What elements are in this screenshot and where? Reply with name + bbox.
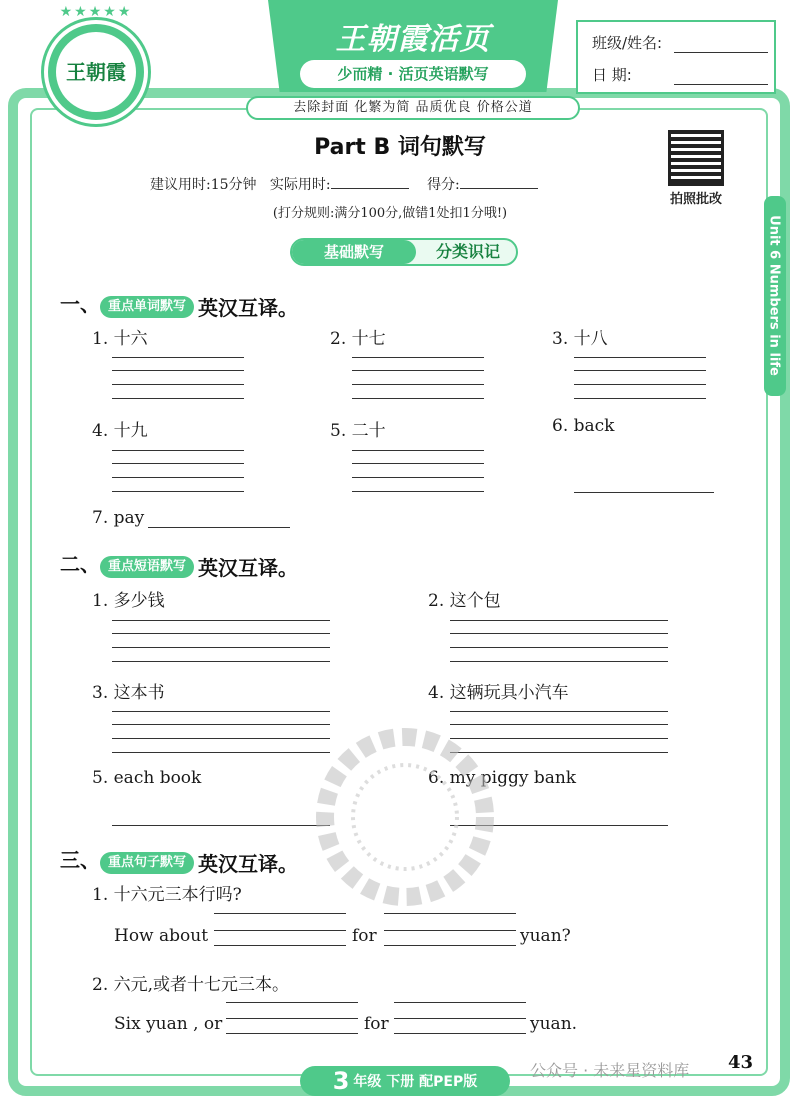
s3-q1-chinese: 1. 十六元三本行吗? [92, 885, 242, 905]
actual-time-field[interactable] [331, 177, 409, 189]
s3-q1-line-2b[interactable] [384, 945, 516, 946]
score-label: 得分: [427, 177, 460, 193]
s3-q2-guide-2 [394, 1002, 526, 1003]
s1-item-5: 5. 二十 [330, 421, 386, 441]
s3-q2-line-2b[interactable] [394, 1033, 526, 1034]
s3-q1-part2: for [352, 926, 377, 946]
s1-5-line-2[interactable] [352, 463, 484, 464]
section3-heading [60, 844, 298, 877]
s1-1-line-2[interactable] [112, 370, 244, 371]
s3-q1-line-1b[interactable] [214, 945, 346, 946]
section1-title: 英汉互译。 [198, 296, 299, 320]
qr-code-icon[interactable] [668, 130, 724, 186]
s3-q1-line-2a[interactable] [384, 930, 516, 931]
brand-logo-text: 王朝霞 [56, 32, 136, 112]
s1-2-line-2[interactable] [352, 370, 484, 371]
s1-5-line-3[interactable] [352, 477, 484, 478]
section3-title: 英汉互译。 [198, 852, 299, 876]
s1-4-line-2[interactable] [112, 463, 244, 464]
actual-time-label: 实际用时: [269, 177, 331, 193]
section3-number: 三、 [60, 848, 100, 872]
s2-2-line-4[interactable] [450, 661, 668, 662]
section1-heading [60, 288, 298, 321]
unit-side-tab-label: Unit 6 Numbers in life [766, 215, 782, 376]
s2-item-6: 6. my piggy bank [428, 768, 577, 788]
s1-1-line-3[interactable] [112, 384, 244, 385]
page-number: 43 [728, 1052, 754, 1073]
s1-7-line[interactable] [148, 527, 290, 528]
s1-3-line-2[interactable] [574, 370, 706, 371]
s3-q2-part3: yuan. [530, 1014, 578, 1034]
date-label: 日 期: [592, 66, 632, 84]
s1-4-line-4[interactable] [112, 491, 244, 492]
suggested-time: 建议用时:15分钟 [150, 177, 257, 193]
section1-number: 一、 [60, 292, 100, 316]
s1-3-line-3[interactable] [574, 384, 706, 385]
s3-q2-chinese: 2. 六元,或者十七元三本。 [92, 975, 290, 995]
section2-title: 英汉互译。 [198, 556, 299, 580]
s1-4-line-1[interactable] [112, 450, 244, 451]
s3-q2-line-1b[interactable] [226, 1033, 358, 1034]
s2-2-line-2[interactable] [450, 633, 668, 634]
section2-number: 二、 [60, 552, 100, 576]
s1-5-line-4[interactable] [352, 491, 484, 492]
s2-item-1: 1. 多少钱 [92, 591, 165, 611]
s3-q1-line-1a[interactable] [214, 930, 346, 931]
section3-pill: 重点句子默写 [100, 852, 194, 874]
s2-1-line-1[interactable] [112, 620, 330, 621]
s2-item-5: 5. each book [92, 768, 202, 788]
time-score-row [150, 174, 650, 194]
score-field[interactable] [460, 177, 538, 189]
s2-item-4: 4. 这辆玩具小汽车 [428, 683, 569, 703]
grade-number: 3 [332, 1067, 350, 1095]
qr-label: 拍照批改 [669, 192, 722, 207]
s1-2-line-4[interactable] [352, 398, 484, 399]
s1-item-4: 4. 十九 [92, 421, 148, 441]
s2-2-line-1[interactable] [450, 620, 668, 621]
s3-q2-line-2a[interactable] [394, 1018, 526, 1019]
s1-2-line-3[interactable] [352, 384, 484, 385]
class-name-field[interactable] [674, 52, 768, 53]
brand-title: 王朝霞活页 [335, 22, 491, 57]
s3-q2-part2: for [364, 1014, 389, 1034]
s1-item-7: 7. pay [92, 508, 145, 528]
motto-banner: 去除封面 化繁为简 品质优良 价格公道 [246, 96, 580, 120]
wechat-watermark: 公众号 · 未来星资料库 [530, 1061, 690, 1080]
grade-text: 年级 下册 配PEP版 [353, 1074, 478, 1090]
brand-subtitle: 少而精 · 活页英语默写 [300, 60, 526, 88]
section2-pill: 重点短语默写 [100, 556, 194, 578]
s2-5-line[interactable] [112, 825, 330, 826]
s1-4-line-3[interactable] [112, 477, 244, 478]
s2-item-2: 2. 这个包 [428, 591, 501, 611]
s2-1-line-2[interactable] [112, 633, 330, 634]
banner-basic: 基础默写 [292, 240, 416, 264]
s1-1-line-1[interactable] [112, 357, 244, 358]
s3-q2-line-1a[interactable] [226, 1018, 358, 1019]
s2-3-line-2[interactable] [112, 724, 330, 725]
s2-3-line-3[interactable] [112, 738, 330, 739]
s1-5-line-1[interactable] [352, 450, 484, 451]
s2-3-line-4[interactable] [112, 752, 330, 753]
date-field[interactable] [674, 84, 768, 85]
s2-1-line-3[interactable] [112, 647, 330, 648]
page-title: Part B 词句默写 [314, 135, 486, 160]
section2-heading [60, 548, 298, 581]
watermark-stamp [300, 712, 510, 922]
s1-item-1: 1. 十六 [92, 329, 148, 349]
s1-2-line-1[interactable] [352, 357, 484, 358]
s3-q2-part1: Six yuan , or [114, 1014, 223, 1034]
s1-6-line[interactable] [574, 492, 714, 493]
s1-3-line-4[interactable] [574, 398, 706, 399]
s1-item-2: 2. 十七 [330, 329, 386, 349]
s2-1-line-4[interactable] [112, 661, 330, 662]
s1-3-line-1[interactable] [574, 357, 706, 358]
s2-2-line-3[interactable] [450, 647, 668, 648]
s1-1-line-4[interactable] [112, 398, 244, 399]
class-name-label: 班级/姓名: [592, 34, 663, 52]
student-info-box [576, 20, 776, 94]
s1-item-3: 3. 十八 [552, 329, 608, 349]
s3-q2-guide-1 [226, 1002, 358, 1003]
s1-item-6: 6. back [552, 416, 615, 436]
s2-3-line-1[interactable] [112, 711, 330, 712]
scoring-rule: (打分规则:满分100分,做错1处扣1分哦!) [272, 206, 508, 221]
section1-pill: 重点单词默写 [100, 296, 194, 318]
s3-q1-part3: yuan? [520, 926, 571, 946]
s3-q1-part1: How about [114, 926, 209, 946]
grade-footer [300, 1066, 510, 1096]
logo-stars: ★★★★★ [59, 4, 133, 20]
banner-category: 分类识记 [435, 242, 500, 261]
s2-item-3: 3. 这本书 [92, 683, 165, 703]
